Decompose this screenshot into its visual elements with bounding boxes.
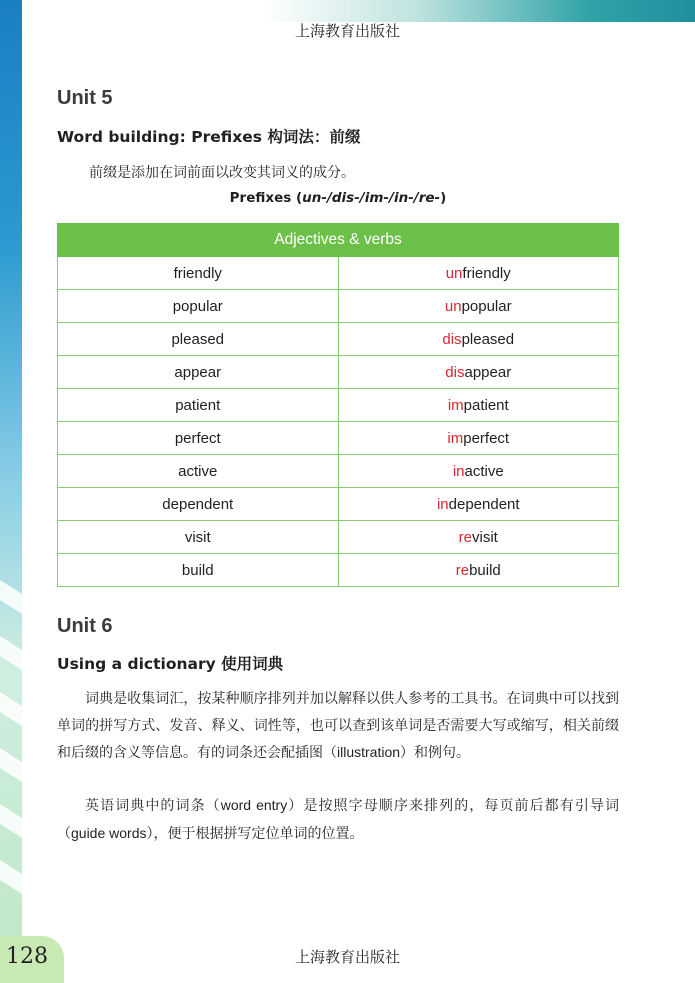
unit6-title: Unit 6: [57, 615, 113, 637]
prefix-highlight: re: [455, 561, 470, 579]
prefix-highlight: un: [444, 297, 462, 315]
prefix-highlight: in: [452, 462, 465, 480]
top-decorative-band: [0, 0, 695, 22]
root-word: build: [469, 561, 501, 579]
root-word: appear: [464, 363, 512, 381]
prefix-table-header: Adjectives & verbs: [58, 224, 619, 257]
prefixed-word-cell: [338, 455, 619, 488]
prefixed-word-cell: [338, 290, 619, 323]
prefix-table-caption: Prefixes (un-/dis-/im-/in-/re-): [229, 190, 447, 206]
table-row: [58, 356, 619, 389]
unit5-intro: 前缀是添加在词前面以改变其词义的成分。: [89, 165, 355, 181]
table-row: [58, 488, 619, 521]
left-stripe-decoration: [0, 580, 22, 920]
base-word-cell: visit: [58, 521, 339, 554]
base-word-cell: patient: [58, 389, 339, 422]
prefix-highlight: im: [447, 429, 464, 447]
prefixed-word-cell: [338, 521, 619, 554]
table-row: [58, 389, 619, 422]
table-row: [58, 257, 619, 290]
prefixed-word-cell: [338, 554, 619, 587]
footer-publisher: 上海教育出版社: [294, 948, 400, 966]
prefix-highlight: re: [458, 528, 472, 546]
table-row: [58, 455, 619, 488]
prefixed-word-cell: [338, 323, 619, 356]
page-number: 128: [6, 944, 48, 969]
prefix-highlight: dis: [445, 363, 465, 381]
base-word-cell: perfect: [58, 422, 339, 455]
base-word-cell: dependent: [58, 488, 339, 521]
prefixed-word-cell: [338, 488, 619, 521]
root-word: active: [464, 462, 504, 480]
unit5-title: Unit 5: [57, 87, 113, 109]
prefixed-word-cell: [338, 257, 619, 290]
prefix-highlight: im: [447, 396, 464, 414]
table-row: [58, 323, 619, 356]
unit6-paragraph-1: 词典是收集词汇，按某种顺序排列并加以解释以供人参考的工具书。在词典中可以找到单词的拼写方式、发音、释义、词性等，也可以查到该单词是否需要大写或缩写，相关前缀和后缀的含义等信息。有的词条还会配插图（illustration）和例句。: [57, 691, 619, 761]
prefixed-word-cell: [338, 356, 619, 389]
root-word: visit: [472, 528, 498, 546]
unit6-section-title: Using a dictionary 使用词典: [57, 655, 284, 673]
table-row: [58, 554, 619, 587]
base-word-cell: build: [58, 554, 339, 587]
prefix-highlight: in: [436, 495, 449, 513]
prefix-table: [57, 223, 619, 587]
table-row: [58, 290, 619, 323]
base-word-cell: friendly: [58, 257, 339, 290]
root-word: popular: [461, 297, 512, 315]
base-word-cell: active: [58, 455, 339, 488]
prefix-highlight: dis: [442, 330, 462, 348]
unit6-paragraph-2: 英语词典中的词条（word entry）是按照字母顺序来排列的，每页前后都有引导词（guide words），便于根据拼写定位单词的位置。: [57, 797, 620, 842]
table-row: [58, 422, 619, 455]
base-word-cell: popular: [58, 290, 339, 323]
root-word: friendly: [462, 264, 511, 282]
prefix-table-body: [58, 257, 619, 587]
unit5-section-title: Word building: Prefixes 构词法：前缀: [57, 128, 361, 146]
base-word-cell: appear: [58, 356, 339, 389]
header-publisher: 上海教育出版社: [294, 22, 400, 40]
prefix-highlight: un: [445, 264, 463, 282]
prefixed-word-cell: [338, 389, 619, 422]
root-word: pleased: [461, 330, 515, 348]
prefixed-word-cell: [338, 422, 619, 455]
root-word: patient: [463, 396, 509, 414]
base-word-cell: pleased: [58, 323, 339, 356]
root-word: perfect: [463, 429, 510, 447]
table-row: [58, 521, 619, 554]
root-word: dependent: [448, 495, 520, 513]
